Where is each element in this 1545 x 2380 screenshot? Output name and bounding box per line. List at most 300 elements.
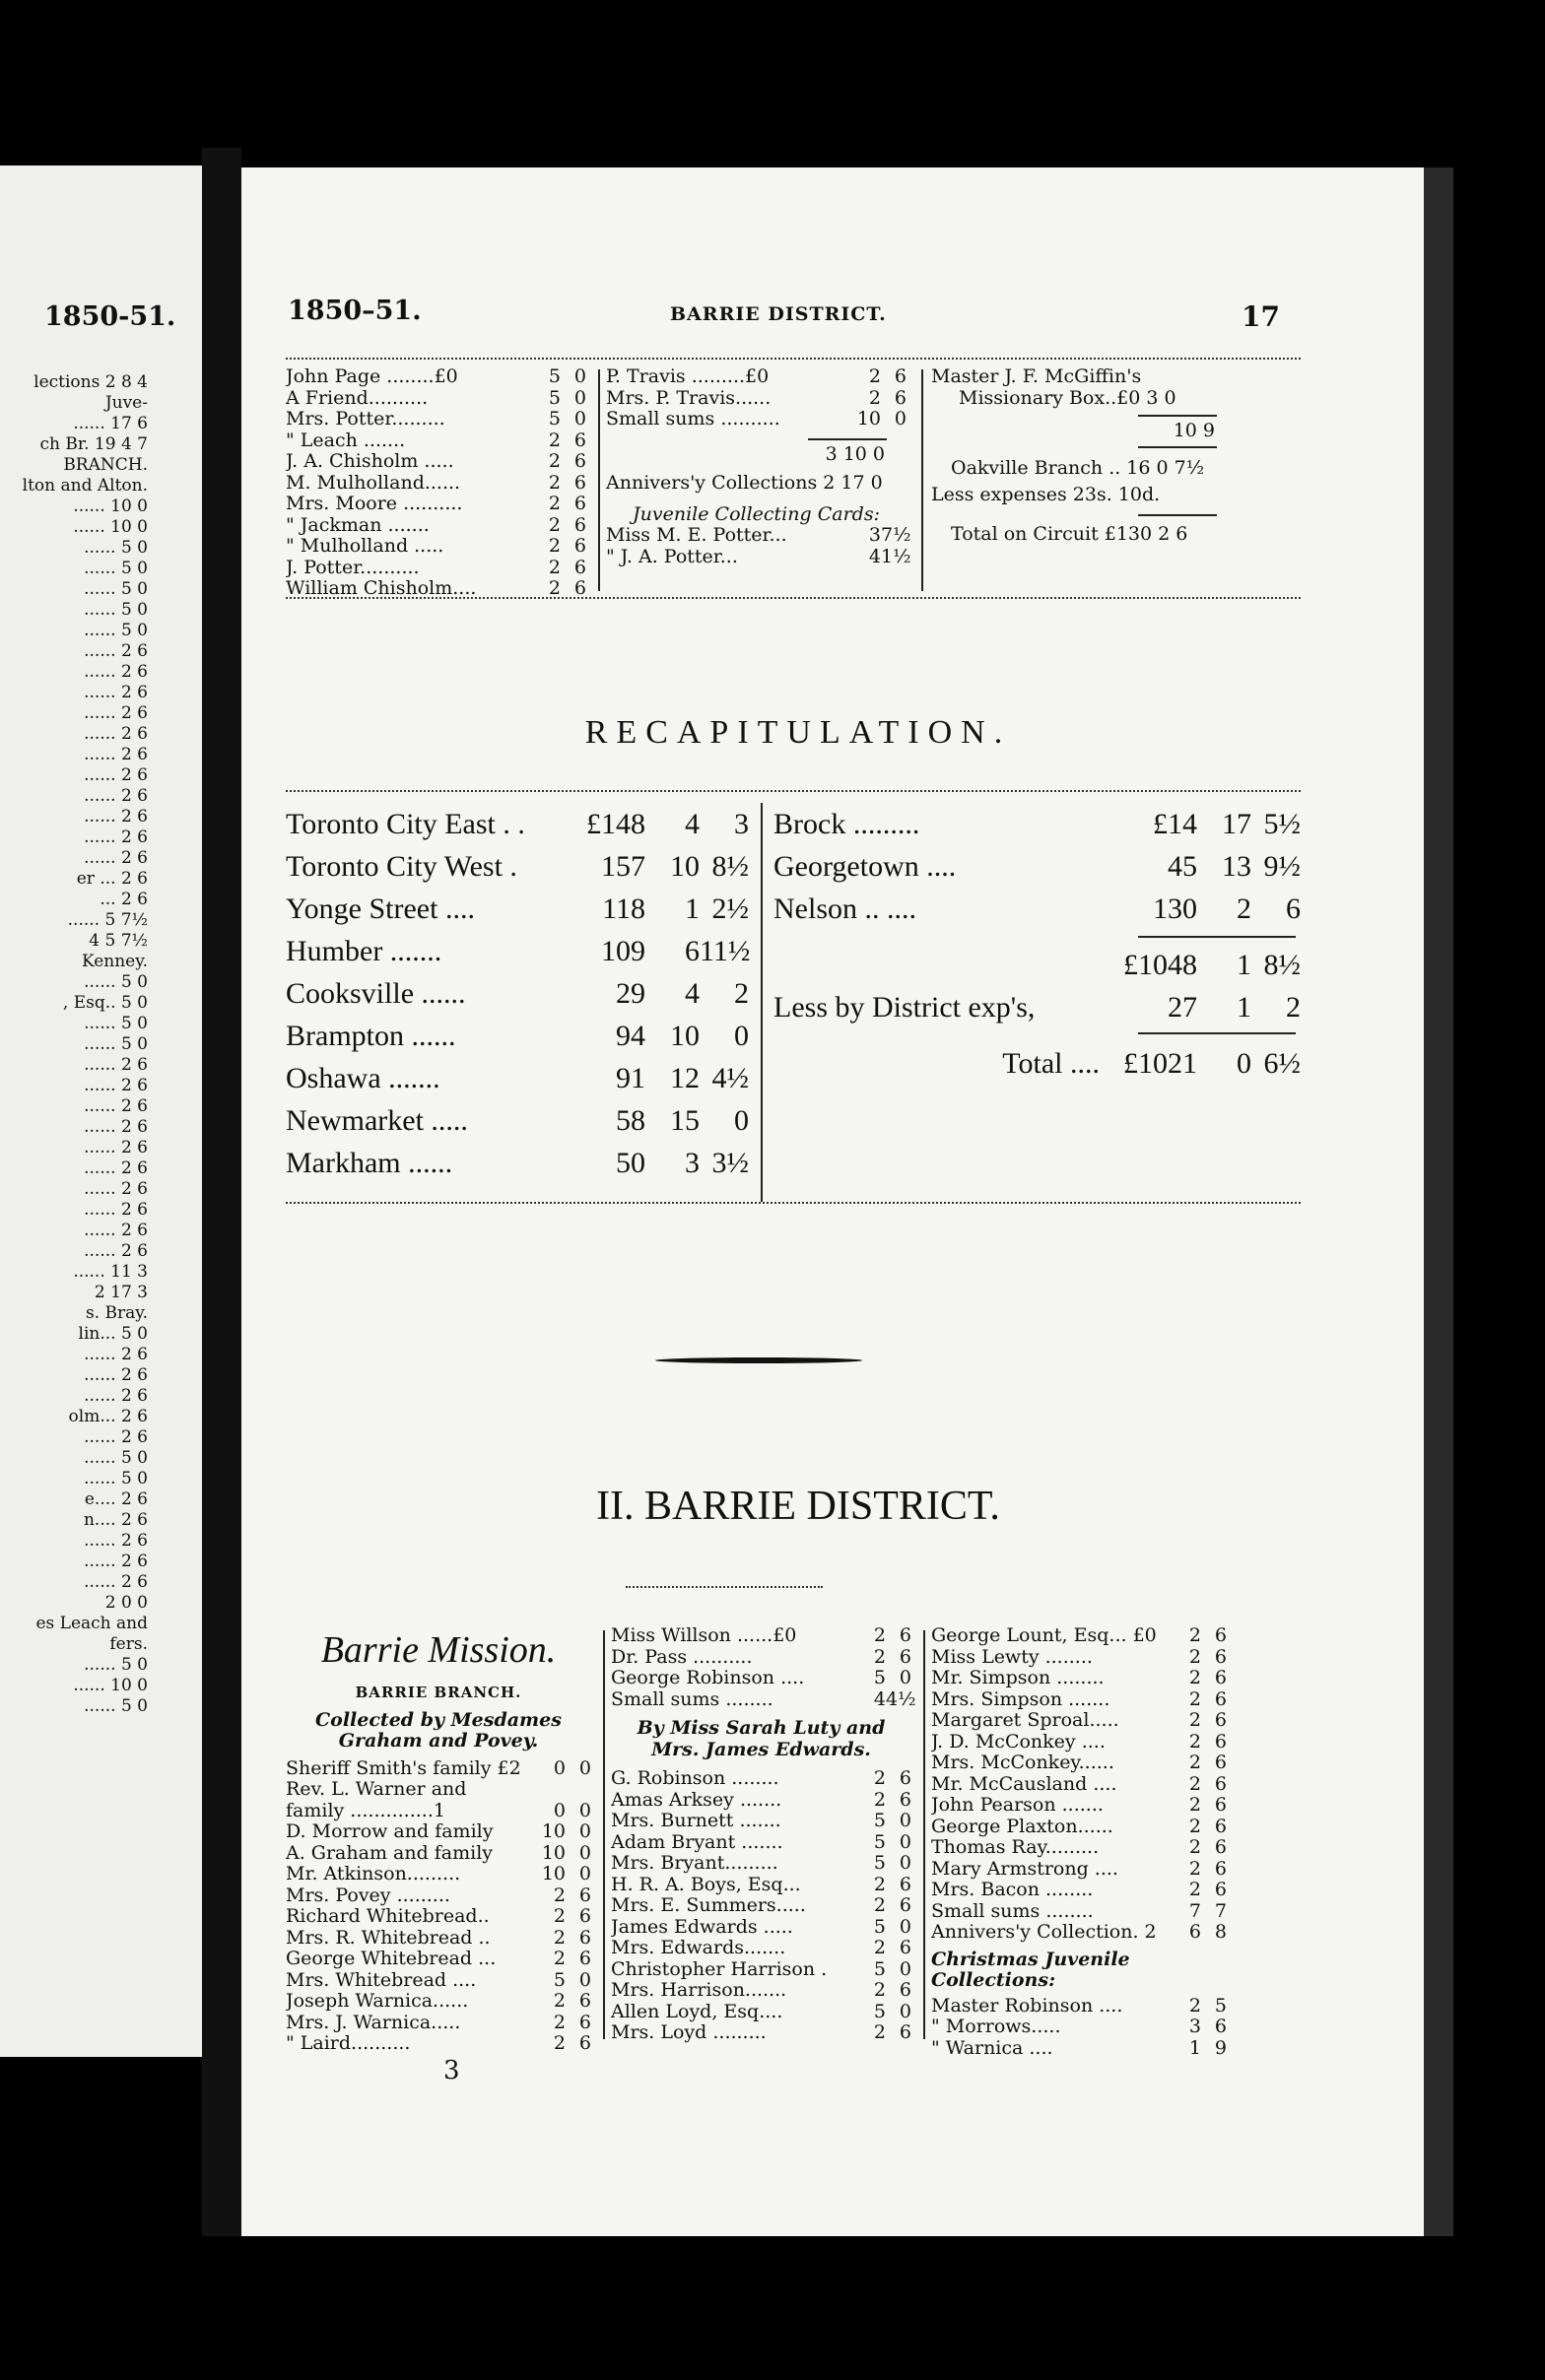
entry-name: Adam Bryant ....... <box>611 1831 783 1853</box>
entry-name: Mr. Atkinson......... <box>286 1864 461 1884</box>
entry-pence: 6 <box>1214 1857 1227 1880</box>
subtotal-rule <box>1138 446 1217 448</box>
donor-row <box>286 536 586 558</box>
entry-pence: 6 <box>578 1884 591 1906</box>
entry-shillings: 2 <box>548 556 561 578</box>
header-rule <box>286 358 1301 365</box>
entry-shillings: 2 <box>1188 1624 1201 1646</box>
donor-row <box>611 1895 911 1917</box>
entry-pence: 0 <box>578 1756 591 1779</box>
entry-shillings: 2 <box>1188 1836 1201 1858</box>
circuit-name: Humber ....... <box>286 935 442 967</box>
donor-row <box>286 388 586 410</box>
shillings: 3 <box>685 1147 700 1179</box>
entry-pence: 6 <box>573 450 586 472</box>
entry-shillings: 1 <box>1188 2036 1201 2059</box>
entry-shillings: 5 <box>548 386 561 409</box>
entry-pence: 6 <box>1214 1836 1227 1858</box>
entry-shillings: 5 <box>548 408 561 430</box>
circuit-name: Newmarket ..... <box>286 1104 468 1137</box>
section-title-rule <box>626 1586 823 1594</box>
donor-row <box>286 1949 591 1970</box>
entry-shillings: 7 <box>1188 1899 1201 1922</box>
mcgiffin-line: Master J. F. McGiffin's <box>931 365 1142 387</box>
section-title: II. BARRIE DISTRICT. <box>596 1484 1000 1529</box>
pence: 3½ <box>711 1147 749 1179</box>
entry-shillings: 5 <box>873 1957 886 1980</box>
branch-heading: BARRIE BRANCH. <box>355 1684 522 1701</box>
facing-page-line: ...... 10 0 <box>73 517 148 537</box>
entry-pence: 6 <box>578 2032 591 2054</box>
entry-pence: 6 <box>899 1937 911 1958</box>
entry-name: Joseph Warnica...... <box>286 1991 469 2012</box>
juvenile-heading: Juvenile Collecting Cards: <box>633 502 880 525</box>
circuit-name: Toronto City West . <box>286 850 517 883</box>
entry-shillings: 10 <box>541 1841 566 1864</box>
facing-page-line: ...... 11 3 <box>73 1262 148 1282</box>
facing-page-line: ...... 2 6 <box>84 1117 148 1137</box>
entry-pence: 6 <box>1214 1687 1227 1710</box>
entry-name: J. D. McConkey .... <box>931 1731 1106 1752</box>
entry-shillings: 6 <box>1188 1921 1201 1943</box>
recap-title: RECAPITULATION. <box>584 714 1012 751</box>
entry-shillings: 2 <box>1188 1857 1201 1880</box>
facing-page-line: ...... 2 6 <box>84 1345 148 1364</box>
entry-shillings: 2 <box>873 1894 886 1916</box>
entry-shillings: 10 <box>541 1863 566 1884</box>
entry-name: Margaret Sproal..... <box>931 1710 1119 1731</box>
facing-page-line: Juve- <box>104 393 148 413</box>
facing-page-line: , Esq.. 5 0 <box>62 993 148 1013</box>
facing-page-line: ...... 2 6 <box>84 1365 148 1385</box>
entry-name: Mrs. Potter......... <box>286 409 445 430</box>
entry-name: " Morrows..... <box>931 2016 1061 2037</box>
entry-name: " Warnica .... <box>931 2037 1053 2059</box>
entry-name: J. Potter.......... <box>286 557 420 578</box>
pence: 0 <box>734 1104 749 1137</box>
sum-shillings: 1 <box>1237 949 1251 981</box>
facing-page-line: ...... 2 6 <box>84 786 148 806</box>
total-label: Total .... <box>1002 1047 1100 1080</box>
entry-pence: 6 <box>899 1979 911 2001</box>
donor-row <box>606 409 907 430</box>
page-edge <box>1424 167 1453 2236</box>
entry-name: G. Robinson ........ <box>611 1768 779 1789</box>
entry-name: Mrs. Loyd ......... <box>611 2022 767 2043</box>
entry-name: A Friend.......... <box>286 387 429 409</box>
entry-shillings: 2 <box>553 1926 566 1949</box>
donor-row <box>611 1647 911 1669</box>
facing-page-line: olm... 2 6 <box>68 1407 148 1426</box>
entry-pence: 1½ <box>881 545 911 567</box>
juvenile-row <box>931 2016 1227 2038</box>
entry-name: Mrs. Edwards....... <box>611 1938 786 1958</box>
entry-name: D. Morrow and family <box>286 1821 494 1842</box>
pounds: 157 <box>601 850 645 883</box>
facing-page-line: es Leach and <box>35 1614 148 1633</box>
entry-pence: 6 <box>1214 1667 1227 1688</box>
anniversary-line: Annivers'y Collections 2 17 0 <box>606 472 883 494</box>
entry-shillings: 2 <box>1188 1645 1201 1668</box>
facing-page-line: ...... 2 6 <box>84 765 148 785</box>
entry-name: Allen Loyd, Esq.... <box>611 2001 783 2022</box>
luty-edwards-heading: By Miss Sarah Luty and Mrs. James Edwards. <box>637 1717 886 1760</box>
entry-name: Richard Whitebread.. <box>286 1906 490 1927</box>
donor-row <box>931 1817 1227 1838</box>
entry-pence: 6 <box>573 493 586 514</box>
entry-pence: 6 <box>899 1624 911 1646</box>
donor-row <box>611 1959 911 1981</box>
donor-row <box>931 1647 1227 1669</box>
recap-row <box>286 930 749 972</box>
facing-page-line: ...... 5 0 <box>84 972 148 992</box>
entry-name: Mrs. E. Summers..... <box>611 1895 806 1916</box>
recap-total-row <box>773 1042 1301 1085</box>
entry-shillings: 2 <box>1188 1752 1201 1773</box>
entry-pence: 5 <box>1214 1994 1227 2016</box>
sum-rule <box>1138 936 1296 938</box>
donor-row <box>931 1689 1227 1711</box>
facing-page-line: ...... 2 6 <box>84 1138 148 1157</box>
donor-row <box>286 430 586 452</box>
entry-shillings <box>530 1779 566 1801</box>
facing-page-line: lton and Alton. <box>22 476 148 496</box>
entry-pence: 6 <box>573 577 586 599</box>
juvenile-row <box>606 524 911 547</box>
entry-name: Mrs. McConkey...... <box>931 1752 1114 1773</box>
donor-row <box>931 1837 1227 1859</box>
entry-shillings: 2 <box>553 2011 566 2033</box>
column-divider <box>921 369 923 591</box>
recap-row <box>286 845 749 888</box>
entry-pence: 6 <box>1214 1730 1227 1752</box>
facing-page-line: ...... 2 6 <box>84 1158 148 1178</box>
entry-pence: 7 <box>1214 1899 1227 1922</box>
circuit-name: Markham ...... <box>286 1147 453 1179</box>
facing-page-line: ...... 5 0 <box>84 1655 148 1675</box>
facing-page-line: ...... 2 6 <box>84 724 148 744</box>
donor-row <box>286 2013 591 2034</box>
juvenile-row <box>931 1996 1227 2017</box>
donor-row <box>606 366 907 388</box>
entry-pence: 8 <box>1214 1921 1227 1943</box>
entry-pence: 0 <box>573 386 586 409</box>
circuit-name: Brampton ...... <box>286 1020 456 1052</box>
entry-pence: 0 <box>578 1799 591 1821</box>
page-number: 17 <box>1242 300 1280 333</box>
entry-pence: 6 <box>573 471 586 494</box>
facing-page-line: lin... 5 0 <box>78 1324 148 1344</box>
entry-pence: 0 <box>578 1820 591 1842</box>
recap-right <box>773 803 1301 1085</box>
facing-page-line: fers. <box>109 1634 148 1654</box>
circuit-name: Nelson .. .... <box>773 892 916 925</box>
facing-page-line: ...... 2 6 <box>84 1076 148 1095</box>
missionary-box-line: Missionary Box..£0 3 0 <box>959 386 1176 409</box>
entry-name: A. Graham and family <box>286 1842 494 1864</box>
pence: 8½ <box>711 850 749 883</box>
facing-page-line: ...... 2 6 <box>84 1241 148 1261</box>
entry-shillings: 2 <box>873 1788 886 1811</box>
facing-page-line: ...... 2 6 <box>84 1200 148 1220</box>
recap-row <box>286 803 749 845</box>
donor-row <box>931 1922 1227 1944</box>
entry-pence <box>566 1779 591 1801</box>
subtotal: 3 10 0 <box>825 442 885 465</box>
entry-name: Mrs. Harrison....... <box>611 1980 787 2001</box>
pounds: 130 <box>1153 892 1197 925</box>
entry-name: Mrs. Moore .......... <box>286 494 463 514</box>
donor-row <box>286 1758 591 1780</box>
facing-page-line: ... 2 6 <box>100 890 148 909</box>
ornamental-rule <box>655 1357 862 1363</box>
facing-page-line: ...... 2 6 <box>84 1179 148 1199</box>
entry-shillings: 5 <box>873 1667 886 1688</box>
pence: 3 <box>734 808 749 840</box>
recap-bottom-rule <box>286 1202 1301 1210</box>
entry-name: James Edwards ..... <box>611 1916 793 1938</box>
donor-row <box>606 388 907 410</box>
pence: 4½ <box>711 1062 749 1094</box>
circuit-name: Brock ......... <box>773 808 920 840</box>
entry-name: Small sums ........ <box>611 1688 773 1710</box>
entry-shillings: 2 <box>548 471 561 494</box>
pounds: 91 <box>616 1062 645 1094</box>
pounds: 109 <box>601 935 645 967</box>
facing-page-line: ...... 5 0 <box>84 1448 148 1468</box>
donor-row <box>931 1901 1227 1923</box>
shillings: 13 <box>1222 850 1251 883</box>
entry-shillings: 2 <box>548 450 561 472</box>
shillings: 17 <box>1222 808 1251 840</box>
pounds: 29 <box>616 977 645 1010</box>
facing-page-line: 4 5 7½ <box>89 931 148 951</box>
entry-pence: 0 <box>899 2000 911 2022</box>
donor-row <box>611 1668 911 1689</box>
page <box>241 167 1424 2236</box>
entry-shillings: 10 <box>856 408 881 430</box>
recap-less-row <box>773 986 1301 1028</box>
entry-pence: 0 <box>899 1810 911 1831</box>
entry-shillings: 2 <box>868 365 881 387</box>
entry-shillings: 4 <box>873 1687 886 1710</box>
facing-page-line: ...... 5 0 <box>84 579 148 599</box>
pence: 5½ <box>1263 808 1301 840</box>
total-rule <box>1138 1032 1296 1034</box>
total-pounds: £1021 <box>1123 1047 1197 1080</box>
entry-shillings: 2 <box>873 1937 886 1958</box>
entry-shillings: 2 <box>868 386 881 409</box>
entry-name: Thomas Ray......... <box>931 1837 1100 1858</box>
column-divider <box>761 803 763 1202</box>
entry-name: Annivers'y Collection. 2 <box>931 1922 1157 1943</box>
entry-shillings: 5 <box>873 2000 886 2022</box>
entry-shillings: 5 <box>873 1830 886 1853</box>
donor-row <box>611 1832 911 1854</box>
entry-name: Mrs. J. Warnica..... <box>286 2012 461 2033</box>
entry-name: John Pearson ....... <box>931 1795 1104 1816</box>
donor-row <box>286 1991 591 2013</box>
pence: 2½ <box>711 892 749 925</box>
pence: 9½ <box>1263 850 1301 883</box>
entry-pence: 6 <box>1214 1815 1227 1837</box>
donor-row <box>931 1880 1227 1901</box>
less-pence: 2 <box>1286 991 1301 1024</box>
section-rule <box>286 597 1301 605</box>
entry-shillings: 10 <box>541 1820 566 1842</box>
circuit-name: Toronto City East . . <box>286 808 525 840</box>
entry-pence: 6 <box>578 1948 591 1969</box>
entry-name: H. R. A. Boys, Esq... <box>611 1874 801 1895</box>
entry-pence: 6 <box>1214 1752 1227 1773</box>
entry-pence: 6 <box>899 1894 911 1916</box>
header-year: 1850–51. <box>288 296 422 326</box>
entry-pence: 6 <box>899 1767 911 1789</box>
subtotal-rule <box>808 438 887 440</box>
facing-page-line: ...... 5 0 <box>84 621 148 640</box>
donor-row <box>286 1779 591 1801</box>
entry-name: " Jackman ....... <box>286 514 430 536</box>
facing-page-line: ...... 2 6 <box>84 848 148 868</box>
recap-row <box>286 1057 749 1099</box>
facing-page-line: ...... 2 6 <box>84 1386 148 1406</box>
entry-pence: 0 <box>894 408 907 430</box>
entry-pence: 0 <box>578 1968 591 1991</box>
entry-pence: 6 <box>894 365 907 387</box>
entry-pence: 6 <box>894 386 907 409</box>
donor-row <box>286 366 586 388</box>
donor-row <box>931 1795 1227 1817</box>
donor-row <box>286 1801 591 1822</box>
facing-page-line: ...... 2 6 <box>84 827 148 847</box>
shillings: 6 <box>685 935 700 967</box>
entry-name: Christopher Harrison . <box>611 1958 828 1980</box>
circuit-name: Cooksville ...... <box>286 977 466 1010</box>
facing-page-line: ...... 2 6 <box>84 683 148 702</box>
facing-page-line: ...... 2 6 <box>84 662 148 682</box>
donor-row <box>931 1752 1227 1774</box>
entry-name: Mrs. Bryant......... <box>611 1853 778 1874</box>
donor-row <box>286 1928 591 1950</box>
entry-name: Mrs. Bacon ........ <box>931 1880 1094 1900</box>
donor-row <box>286 473 586 495</box>
entry-pence: 6 <box>1214 1624 1227 1646</box>
circuit-name: Oshawa ....... <box>286 1062 440 1094</box>
total-rule <box>1138 514 1217 516</box>
pounds: £14 <box>1153 808 1197 840</box>
donor-row <box>931 1668 1227 1689</box>
recap-row <box>286 888 749 930</box>
donor-row <box>286 1864 591 1885</box>
entry-pence: 6 <box>578 1905 591 1927</box>
donor-row <box>931 1710 1227 1732</box>
donor-row <box>931 1732 1227 1753</box>
donor-row <box>286 451 586 473</box>
entry-shillings: 0 <box>553 1799 566 1821</box>
entry-name: Mrs. Povey ......... <box>286 1884 450 1906</box>
entry-name: Mrs. Simpson ....... <box>931 1688 1110 1710</box>
shillings: 15 <box>670 1104 700 1137</box>
entry-shillings: 4 <box>868 545 881 567</box>
entry-shillings: 2 <box>1188 1730 1201 1752</box>
barrie-column-1 <box>286 1625 591 2085</box>
facing-page-line: ...... 5 0 <box>84 559 148 578</box>
entry-name: Master Robinson .... <box>931 1995 1123 2016</box>
facing-page-line: ...... 10 0 <box>73 1676 148 1695</box>
shillings: 2 <box>1237 892 1251 925</box>
shillings: 10 <box>670 1020 700 1052</box>
facing-page-line: ...... 5 0 <box>84 1469 148 1488</box>
donor-row <box>286 2033 591 2055</box>
facing-page-line: ...... 2 6 <box>84 1552 148 1571</box>
entry-pence: 0 <box>573 365 586 387</box>
recap-row <box>773 803 1301 845</box>
subtotal: 10 9 <box>1173 420 1215 441</box>
entry-name: Mrs. Whitebread .... <box>286 1969 477 1991</box>
facing-page-line: e.... 2 6 <box>84 1489 148 1509</box>
entry-pence: 4½ <box>886 1687 916 1710</box>
donor-row <box>611 1917 911 1939</box>
entry-shillings: 2 <box>873 1767 886 1789</box>
entry-shillings: 2 <box>873 2021 886 2043</box>
recap-row <box>286 1099 749 1142</box>
entry-name: Mary Armstrong .... <box>931 1858 1118 1880</box>
donor-row <box>286 409 586 430</box>
entry-pence: 0 <box>899 1667 911 1688</box>
entry-name: George Whitebread ... <box>286 1949 497 1969</box>
shillings: 1 <box>685 892 700 925</box>
barrie-column-2 <box>611 1624 916 2044</box>
donor-row <box>286 1821 591 1843</box>
facing-page-line: ch Br. 19 4 7 <box>39 434 148 454</box>
entry-shillings: 2 <box>1188 1879 1201 1900</box>
entry-name: Amas Arksey ....... <box>611 1789 782 1811</box>
facing-page-line: ...... 2 6 <box>84 1531 148 1551</box>
donor-row <box>611 1625 911 1647</box>
entry-pence: 6 <box>573 535 586 557</box>
entry-name: John Page ........£0 <box>286 366 458 387</box>
facing-page-year: 1850-51. <box>44 301 176 332</box>
entry-pence: 6 <box>578 2011 591 2033</box>
pounds: 50 <box>616 1147 645 1179</box>
entry-pence: 6 <box>899 1645 911 1668</box>
facing-page-line: ...... 2 6 <box>84 1427 148 1447</box>
entry-shillings: 2 <box>548 493 561 514</box>
entry-name: Mrs. R. Whitebread .. <box>286 1927 491 1949</box>
entry-shillings: 5 <box>553 1968 566 1991</box>
facing-page-line: ...... 5 0 <box>84 600 148 620</box>
facing-page-line: ...... 2 6 <box>84 1221 148 1240</box>
column-divider <box>603 1630 605 2039</box>
pence: 2 <box>734 977 749 1010</box>
entry-pence: 6 <box>899 1873 911 1895</box>
recap-left <box>286 803 749 1184</box>
facing-page-line: ...... 2 6 <box>84 1572 148 1592</box>
pounds: 118 <box>602 892 645 925</box>
donor-row <box>931 1774 1227 1796</box>
expenses-line: Less expenses 23s. 10d. <box>931 484 1161 505</box>
pounds: 58 <box>616 1104 645 1137</box>
entry-name: Mr. Simpson ........ <box>931 1668 1105 1688</box>
entry-name: Mrs. P. Travis...... <box>606 387 772 409</box>
entry-name: " J. A. Potter... <box>606 546 738 567</box>
pounds: 94 <box>616 1020 645 1052</box>
entry-shillings: 0 <box>553 1756 566 1779</box>
entry-name: George Lount, Esq... £0 <box>931 1625 1157 1646</box>
entry-pence: 0 <box>899 1830 911 1853</box>
entry-shillings: 2 <box>1188 1794 1201 1816</box>
entry-name: " Mulholland ..... <box>286 536 444 557</box>
